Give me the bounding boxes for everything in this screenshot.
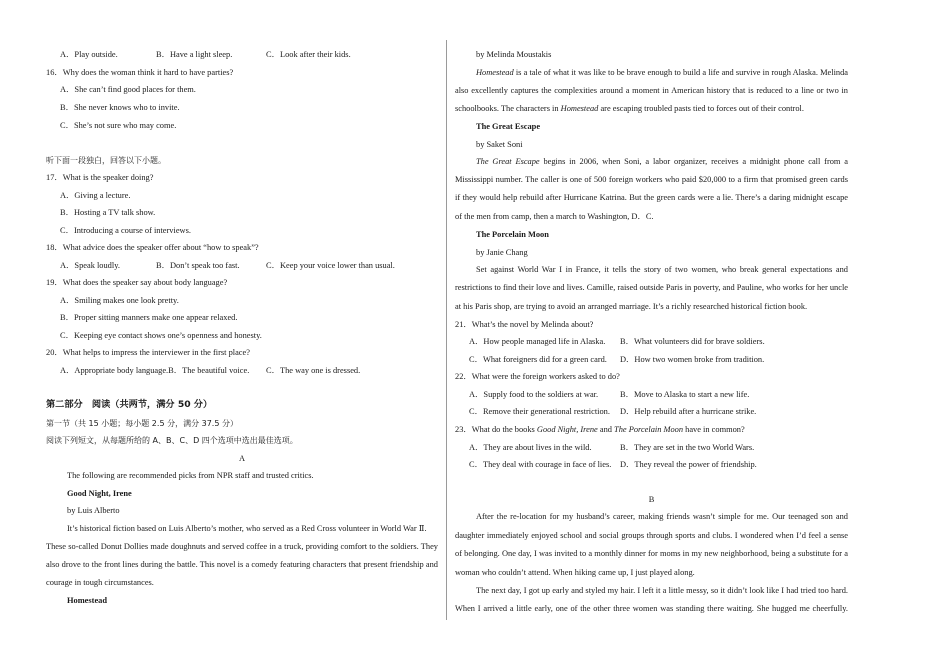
book-title: The Porcelain Moon — [476, 230, 549, 239]
option[interactable]: B．She never knows who to invite. — [60, 103, 180, 112]
book-author: by Luis Alberto — [67, 506, 120, 515]
option[interactable]: B．What volunteers did for brave soldiers. — [620, 337, 765, 346]
listening-instruction: 听下面一段独白，回答以下小题。 — [46, 156, 166, 165]
option[interactable]: C．Look after their kids. — [266, 50, 351, 59]
text-run: have in common? — [683, 425, 745, 434]
question-21: 21．What’s the novel by Melinda about? — [455, 320, 594, 329]
paragraph-line: at his Paris shop, are trying to avoid an arranged marriage. It’s a richly researched historical fiction book. — [455, 302, 808, 311]
option[interactable]: A．Supply food to the soldiers at war. — [469, 390, 599, 399]
paragraph-line: Mississippi number. The caller is one of 500 foreign workers who paid $20,000 to a firm that promised green cards — [455, 175, 848, 184]
option[interactable]: A．Speak loudly. — [60, 261, 120, 270]
option[interactable]: B．Don’t speak too fast. — [156, 261, 240, 270]
text-run: begins in 2006, when Soni, a labor organizer, receives a midnight phone call from a — [539, 157, 848, 166]
option[interactable]: C．They deal with courage in face of lies. — [469, 460, 612, 469]
book-title: The Great Escape — [476, 122, 541, 131]
paragraph-line — [455, 103, 804, 114]
option[interactable]: A．Appropriate body language.B．The beautiful voice. — [60, 366, 250, 375]
option[interactable]: C．Introducing a course of interviews. — [60, 226, 191, 235]
option[interactable]: A．Smiling makes one look pretty. — [60, 296, 179, 305]
paragraph-line: These so-called Donut Dollies made doughnuts and served coffee in a truck, providing comfort to the soldiers. They — [46, 542, 438, 551]
option[interactable]: C．Keeping eye contact shows one’s openness and honesty. — [60, 331, 262, 340]
book-author: by Janie Chang — [476, 248, 528, 257]
book-title: Good Night, Irene — [67, 489, 132, 498]
book-author: by Saket Soni — [476, 140, 523, 149]
paragraph-line: restrictions to find their love and lives. Camille, raised outside Paris in poverty, and Pauline, who works for her uncle — [455, 283, 848, 292]
option[interactable]: A．How people managed life in Alaska. — [469, 337, 606, 346]
option[interactable]: B．Have a light sleep. — [156, 50, 233, 59]
paragraph-line: also excellently captures the complexities around a moment in American history that is reduced to a line or two in — [455, 86, 848, 95]
book-title-italic: The Porcelain Moon — [614, 425, 684, 434]
question-17: 17．What is the speaker doing? — [46, 173, 154, 182]
text-run: 23．What do the books — [455, 425, 537, 434]
question-16: 16．Why does the woman think it hard to have parties? — [46, 68, 234, 77]
option[interactable]: C．Keep your voice lower than usual. — [266, 261, 395, 270]
option[interactable]: B．Hosting a TV talk show. — [60, 208, 156, 217]
paragraph-line: After the re-location for my husband’s career, making friends wasn’t simple for me. Our teenaged son and — [476, 512, 848, 521]
question-19: 19．What does the speaker say about body language? — [46, 278, 228, 287]
option[interactable]: A．She can’t find good places for them. — [60, 85, 196, 94]
reading-instruction: 阅读下列短文，从每题所给的 A、B、C、D 四个选项中选出最佳选项。 — [46, 436, 298, 445]
question-18: 18．What advice does the speaker offer about “how to speak”? — [46, 243, 259, 252]
paragraph-line: It’s historical fiction based on Luis Alberto’s mother, who served as a Red Cross volunteer in World War Ⅱ. — [67, 524, 427, 533]
part-two-title: 第二部分 阅读（共两节，满分 50 分） — [46, 399, 213, 410]
option[interactable]: B．Proper sitting manners make one appear relaxed. — [60, 313, 238, 322]
section-one-heading: 第一节（共 15 小题；每小题 2.5 分，满分 37.5 分） — [46, 419, 238, 428]
option[interactable]: B．Move to Alaska to start a new life. — [620, 390, 750, 399]
book-title: Homestead — [67, 596, 108, 605]
paragraph-line: Set against World War I in France, it tells the story of two women, who break general expectations and — [476, 265, 848, 274]
paragraph-line: daughter immediately enjoyed school and social groups through sports and clubs. I wondered when I’d feel a sense — [455, 531, 848, 540]
passage-b-label: B — [648, 495, 655, 504]
paragraph-line: of the men from camp, then a march to Washington, D．C. — [455, 212, 654, 221]
paragraph-line: if they would help rebuild after Hurricane Katrina. But the green cards were a lie. There’s a daring midnight escape — [455, 193, 848, 202]
paragraph-line: When I arrived a little early, one of the other three women was standing there waiting. She hugged me cheerfully. — [455, 604, 848, 613]
option[interactable]: C．The way one is dressed. — [266, 366, 361, 375]
paragraph-line: woman who couldn’t attend. When hiking came up, I just played along. — [455, 568, 695, 577]
paragraph-line — [476, 67, 848, 78]
paragraph-line: of belonging. One day, I was invited to a monthly dinner for moms in my new neighborhood, being a substitute for a — [455, 549, 848, 558]
text-run: and — [597, 425, 615, 434]
book-title-italic: Homestead — [560, 104, 599, 113]
option[interactable]: C．What foreigners did for a green card. — [469, 355, 607, 364]
paragraph-line: The next day, I got up early and styled my hair. I left it a little messy, so it didn’t look like I had tried too hard. — [476, 586, 848, 595]
book-title-italic: Good Night, Irene — [536, 425, 598, 434]
book-title-italic: Homestead — [476, 68, 514, 77]
option[interactable]: A．They are about lives in the wild. — [469, 443, 592, 452]
book-title-italic: The Great Escape — [476, 157, 540, 166]
text-run: is a tale of what it was like to be brave enough to build a life and survive in rough Alaska. Melinda — [513, 68, 848, 77]
paragraph-line: courage in tough circumstances. — [46, 578, 154, 587]
text-run: are escaping troubled pasts tied to forces out of their control. — [598, 104, 804, 113]
option[interactable]: C．Remove their generational restriction. — [469, 407, 610, 416]
passage-a-label: A — [238, 454, 246, 463]
text-run: schoolbooks. The characters in — [455, 104, 561, 113]
book-author: by Melinda Moustakis — [476, 50, 552, 59]
paragraph-line: also drove to the front lines during the battle. This novel is a comedy featuring characters that present friendship and — [46, 560, 438, 569]
question-23 — [455, 424, 745, 435]
question-20: 20．What helps to impress the interviewer in the first place? — [46, 348, 250, 357]
passage-intro: The following are recommended picks from NPR staff and trusted critics. — [67, 471, 314, 480]
option[interactable]: C．She’s not sure who may come. — [60, 121, 177, 130]
option[interactable]: D．They reveal the power of friendship. — [620, 460, 757, 469]
column-divider — [446, 40, 447, 620]
paragraph-line — [476, 156, 848, 167]
option[interactable]: A．Play outside. — [60, 50, 118, 59]
option[interactable]: B．They are set in the two World Wars. — [620, 443, 755, 452]
question-22: 22．What were the foreign workers asked to do? — [455, 372, 620, 381]
option[interactable]: D．How two women broke from tradition. — [620, 355, 765, 364]
option[interactable]: D．Help rebuild after a hurricane strike. — [620, 407, 757, 416]
option[interactable]: A．Giving a lecture. — [60, 191, 131, 200]
